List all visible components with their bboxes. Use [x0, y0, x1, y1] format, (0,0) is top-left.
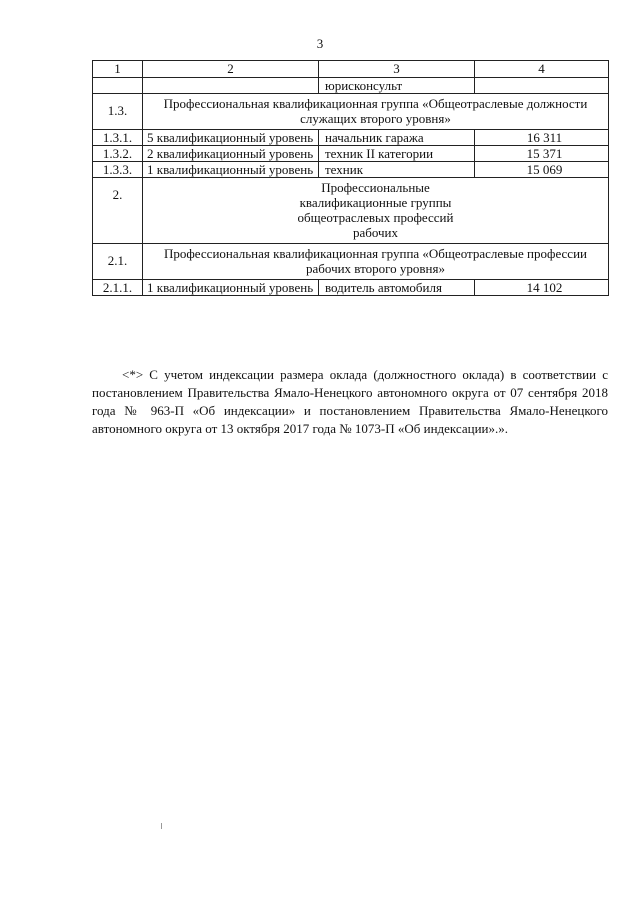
position-cell: водитель автомобиля: [319, 280, 475, 296]
footnote-text: <*> С учетом индексации размера оклада (должностного оклада) в соответствии с постановлением Правительства Ямало-Ненецкого автономного округа от 07 сентября 2018 года № 963-П «Об индексации» и постановлением Правительства Ямало-Ненецкого автономного округа от 13 октября 2017 года № 1073-П «Об индексации».».: [92, 367, 608, 436]
level-cell: 5 квалификационный уровень: [143, 130, 319, 146]
table-row-1-3-3: [93, 162, 609, 178]
position-cell: техник II категории: [319, 146, 475, 162]
group-title: Профессиональные квалификационные группы общеотраслевых профессий рабочих: [143, 178, 609, 244]
table-row-1-3-2: [93, 146, 609, 162]
row-number: 2.: [93, 178, 143, 244]
scan-artifact: [161, 823, 162, 829]
group-title: Профессиональная квалификационная группа «Общеотраслевые профессии рабочих второго уровня»: [143, 244, 609, 280]
table-row-2-1-1: [93, 280, 609, 296]
row-number: 2.1.1.: [93, 280, 143, 296]
group-row-2: [93, 178, 609, 244]
row-number: 1.3.3.: [93, 162, 143, 178]
group-title: Профессиональная квалификационная группа «Общеотраслевые должности служащих второго уровня»: [143, 94, 609, 130]
row-number: 1.3.1.: [93, 130, 143, 146]
salary-cell: 15 371: [475, 146, 609, 162]
header-col-2: 2: [143, 61, 319, 78]
group-row-1-3: [93, 94, 609, 130]
position-cell: начальник гаража: [319, 130, 475, 146]
salary-cell: 14 102: [475, 280, 609, 296]
row-number: 2.1.: [93, 244, 143, 280]
group-row-2-1: [93, 244, 609, 280]
level-cell: 2 квалификационный уровень: [143, 146, 319, 162]
level-cell: 1 квалификационный уровень: [143, 280, 319, 296]
table-row-continuation: [93, 78, 609, 94]
salary-cell: 16 311: [475, 130, 609, 146]
header-col-4: 4: [475, 61, 609, 78]
row-number: 1.3.: [93, 94, 143, 130]
footnote: [92, 366, 608, 438]
level-cell: 1 квалификационный уровень: [143, 162, 319, 178]
row-number: 1.3.2.: [93, 146, 143, 162]
header-col-3: 3: [319, 61, 475, 78]
position-cell: юрисконсульт: [319, 78, 475, 94]
page-number: 3: [316, 36, 324, 51]
header-col-1: 1: [93, 61, 143, 78]
position-cell: техник: [319, 162, 475, 178]
salary-cell: 15 069: [475, 162, 609, 178]
table-row-1-3-1: [93, 130, 609, 146]
salary-table: [92, 60, 609, 296]
table-header-row: [93, 61, 609, 78]
